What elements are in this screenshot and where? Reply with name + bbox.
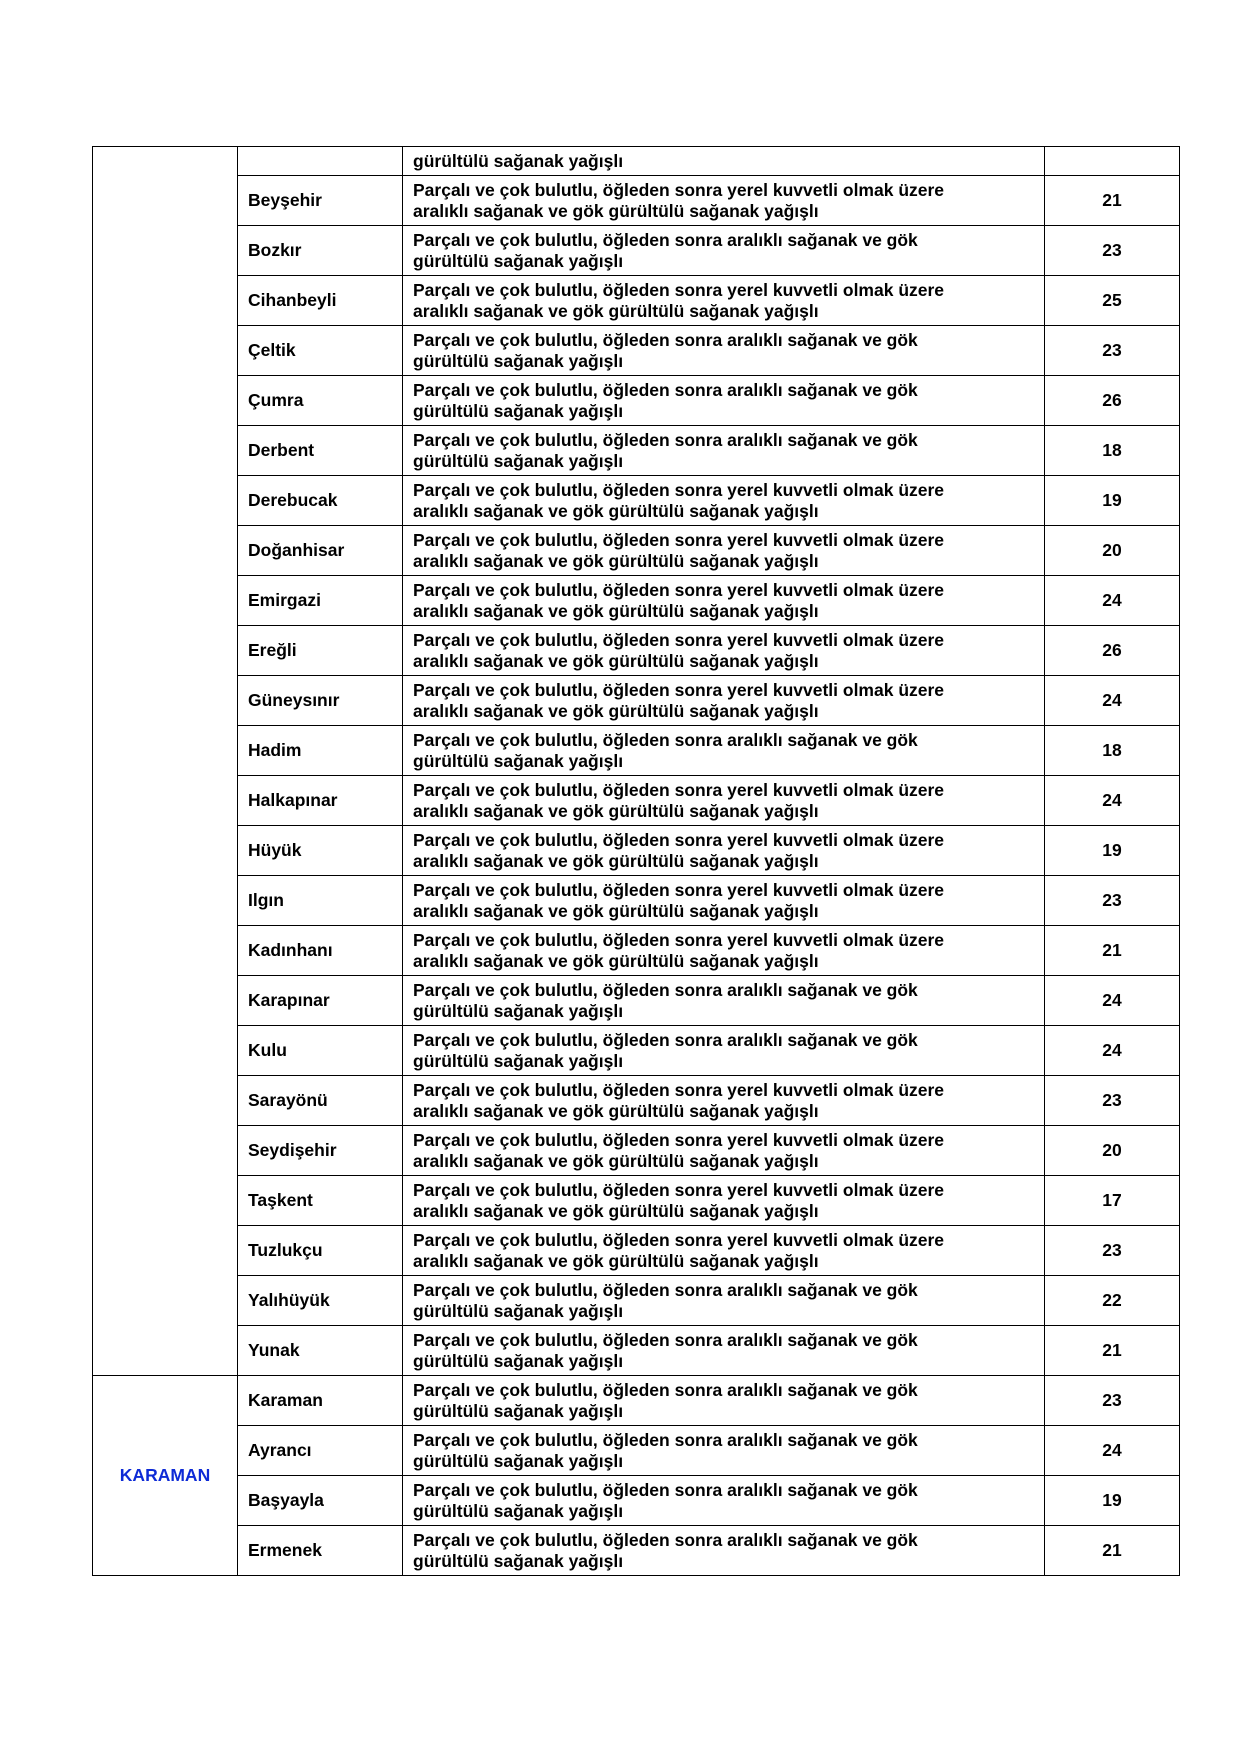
table-row	[93, 1226, 1180, 1276]
table-row	[93, 326, 1180, 376]
district-name: Tuzlukçu	[238, 1226, 403, 1276]
district-name: Ayrancı	[238, 1426, 403, 1476]
table-row	[93, 476, 1180, 526]
table-row	[93, 676, 1180, 726]
temperature-value: 19	[1045, 476, 1180, 526]
temperature-value: 21	[1045, 1326, 1180, 1376]
temperature-cell	[1045, 147, 1180, 176]
temperature-value: 23	[1045, 326, 1180, 376]
temperature-value: 24	[1045, 676, 1180, 726]
table-row	[93, 876, 1180, 926]
district-name: Sarayönü	[238, 1076, 403, 1126]
table-row	[93, 226, 1180, 276]
district-name: Doğanhisar	[238, 526, 403, 576]
forecast-description: Parçalı ve çok bulutlu, öğleden sonra aralıklı sağanak ve gök gürültülü sağanak yağışlı	[403, 726, 1045, 776]
district-name: Seydişehir	[238, 1126, 403, 1176]
temperature-value: 21	[1045, 926, 1180, 976]
forecast-description: Parçalı ve çok bulutlu, öğleden sonra aralıklı sağanak ve gök gürültülü sağanak yağışlı	[403, 226, 1045, 276]
forecast-description: Parçalı ve çok bulutlu, öğleden sonra yerel kuvvetli olmak üzere aralıklı sağanak ve gök gürültülü sağanak yağışlı	[403, 276, 1045, 326]
province-cell: KARAMAN	[93, 1376, 238, 1576]
temperature-value: 24	[1045, 976, 1180, 1026]
table-row	[93, 426, 1180, 476]
district-name: Derebucak	[238, 476, 403, 526]
district-name: Beyşehir	[238, 176, 403, 226]
district-name: Hüyük	[238, 826, 403, 876]
table-row	[93, 1076, 1180, 1126]
table-row	[93, 976, 1180, 1026]
forecast-description: Parçalı ve çok bulutlu, öğleden sonra yerel kuvvetli olmak üzere aralıklı sağanak ve gök gürültülü sağanak yağışlı	[403, 876, 1045, 926]
forecast-description: Parçalı ve çok bulutlu, öğleden sonra aralıklı sağanak ve gök gürültülü sağanak yağışlı	[403, 1376, 1045, 1426]
temperature-value: 23	[1045, 1376, 1180, 1426]
forecast-description: Parçalı ve çok bulutlu, öğleden sonra yerel kuvvetli olmak üzere aralıklı sağanak ve gök gürültülü sağanak yağışlı	[403, 576, 1045, 626]
temperature-value: 19	[1045, 1476, 1180, 1526]
table-row	[93, 147, 1180, 176]
district-name: Yalıhüyük	[238, 1276, 403, 1326]
table-row	[93, 726, 1180, 776]
district-name: Çeltik	[238, 326, 403, 376]
district-name: Kulu	[238, 1026, 403, 1076]
forecast-description: Parçalı ve çok bulutlu, öğleden sonra aralıklı sağanak ve gök gürültülü sağanak yağışlı	[403, 1026, 1045, 1076]
forecast-description: Parçalı ve çok bulutlu, öğleden sonra yerel kuvvetli olmak üzere aralıklı sağanak ve gök gürültülü sağanak yağışlı	[403, 776, 1045, 826]
temperature-value: 19	[1045, 826, 1180, 876]
temperature-value: 24	[1045, 1426, 1180, 1476]
district-cell	[238, 147, 403, 176]
district-name: Başyayla	[238, 1476, 403, 1526]
temperature-value: 23	[1045, 226, 1180, 276]
temperature-value: 24	[1045, 1026, 1180, 1076]
district-name: Ereğli	[238, 626, 403, 676]
table-row	[93, 1276, 1180, 1326]
district-name: Halkapınar	[238, 776, 403, 826]
temperature-value: 25	[1045, 276, 1180, 326]
forecast-description: Parçalı ve çok bulutlu, öğleden sonra aralıklı sağanak ve gök gürültülü sağanak yağışlı	[403, 1326, 1045, 1376]
forecast-description: Parçalı ve çok bulutlu, öğleden sonra aralıklı sağanak ve gök gürültülü sağanak yağışlı	[403, 976, 1045, 1026]
district-name: Çumra	[238, 376, 403, 426]
table-row	[93, 776, 1180, 826]
temperature-value: 18	[1045, 426, 1180, 476]
district-name: Karapınar	[238, 976, 403, 1026]
forecast-description: Parçalı ve çok bulutlu, öğleden sonra aralıklı sağanak ve gök gürültülü sağanak yağışlı	[403, 1526, 1045, 1576]
district-name: Karaman	[238, 1376, 403, 1426]
table-row	[93, 1376, 1180, 1426]
temperature-value: 22	[1045, 1276, 1180, 1326]
district-name: Derbent	[238, 426, 403, 476]
table-row	[93, 626, 1180, 676]
temperature-value: 24	[1045, 776, 1180, 826]
district-name: Güneysınır	[238, 676, 403, 726]
province-cell	[93, 147, 238, 1376]
district-name: Hadim	[238, 726, 403, 776]
forecast-description: gürültülü sağanak yağışlı	[403, 147, 1045, 176]
forecast-description: Parçalı ve çok bulutlu, öğleden sonra yerel kuvvetli olmak üzere aralıklı sağanak ve gök gürültülü sağanak yağışlı	[403, 1126, 1045, 1176]
forecast-description: Parçalı ve çok bulutlu, öğleden sonra aralıklı sağanak ve gök gürültülü sağanak yağışlı	[403, 1276, 1045, 1326]
temperature-value: 20	[1045, 1126, 1180, 1176]
temperature-value: 26	[1045, 626, 1180, 676]
district-name: Yunak	[238, 1326, 403, 1376]
district-name: Taşkent	[238, 1176, 403, 1226]
table-row	[93, 1326, 1180, 1376]
forecast-description: Parçalı ve çok bulutlu, öğleden sonra yerel kuvvetli olmak üzere aralıklı sağanak ve gök gürültülü sağanak yağışlı	[403, 626, 1045, 676]
forecast-table	[92, 146, 1180, 1576]
district-name: Kadınhanı	[238, 926, 403, 976]
forecast-description: Parçalı ve çok bulutlu, öğleden sonra aralıklı sağanak ve gök gürültülü sağanak yağışlı	[403, 426, 1045, 476]
temperature-value: 23	[1045, 876, 1180, 926]
temperature-value: 21	[1045, 1526, 1180, 1576]
forecast-description: Parçalı ve çok bulutlu, öğleden sonra yerel kuvvetli olmak üzere aralıklı sağanak ve gök gürültülü sağanak yağışlı	[403, 526, 1045, 576]
forecast-description: Parçalı ve çok bulutlu, öğleden sonra aralıklı sağanak ve gök gürültülü sağanak yağışlı	[403, 1476, 1045, 1526]
table-row	[93, 276, 1180, 326]
table-row	[93, 576, 1180, 626]
temperature-value: 23	[1045, 1076, 1180, 1126]
temperature-value: 17	[1045, 1176, 1180, 1226]
table-row	[93, 1526, 1180, 1576]
forecast-table-body	[93, 147, 1180, 1576]
forecast-description: Parçalı ve çok bulutlu, öğleden sonra aralıklı sağanak ve gök gürültülü sağanak yağışlı	[403, 326, 1045, 376]
table-row	[93, 176, 1180, 226]
forecast-description: Parçalı ve çok bulutlu, öğleden sonra yerel kuvvetli olmak üzere aralıklı sağanak ve gök gürültülü sağanak yağışlı	[403, 676, 1045, 726]
forecast-description: Parçalı ve çok bulutlu, öğleden sonra aralıklı sağanak ve gök gürültülü sağanak yağışlı	[403, 376, 1045, 426]
forecast-description: Parçalı ve çok bulutlu, öğleden sonra yerel kuvvetli olmak üzere aralıklı sağanak ve gök gürültülü sağanak yağışlı	[403, 476, 1045, 526]
temperature-value: 20	[1045, 526, 1180, 576]
table-row	[93, 1126, 1180, 1176]
district-name: Ilgın	[238, 876, 403, 926]
forecast-description: Parçalı ve çok bulutlu, öğleden sonra yerel kuvvetli olmak üzere aralıklı sağanak ve gök gürültülü sağanak yağışlı	[403, 1076, 1045, 1126]
temperature-value: 26	[1045, 376, 1180, 426]
forecast-description: Parçalı ve çok bulutlu, öğleden sonra yerel kuvvetli olmak üzere aralıklı sağanak ve gök gürültülü sağanak yağışlı	[403, 826, 1045, 876]
table-row	[93, 1476, 1180, 1526]
forecast-description: Parçalı ve çok bulutlu, öğleden sonra aralıklı sağanak ve gök gürültülü sağanak yağışlı	[403, 1426, 1045, 1476]
temperature-value: 21	[1045, 176, 1180, 226]
temperature-value: 23	[1045, 1226, 1180, 1276]
temperature-value: 24	[1045, 576, 1180, 626]
temperature-value: 18	[1045, 726, 1180, 776]
district-name: Bozkır	[238, 226, 403, 276]
district-name: Ermenek	[238, 1526, 403, 1576]
table-row	[93, 526, 1180, 576]
table-row	[93, 826, 1180, 876]
forecast-description: Parçalı ve çok bulutlu, öğleden sonra yerel kuvvetli olmak üzere aralıklı sağanak ve gök gürültülü sağanak yağışlı	[403, 176, 1045, 226]
forecast-description: Parçalı ve çok bulutlu, öğleden sonra yerel kuvvetli olmak üzere aralıklı sağanak ve gök gürültülü sağanak yağışlı	[403, 1176, 1045, 1226]
table-row	[93, 1176, 1180, 1226]
district-name: Cihanbeyli	[238, 276, 403, 326]
forecast-description: Parçalı ve çok bulutlu, öğleden sonra yerel kuvvetli olmak üzere aralıklı sağanak ve gök gürültülü sağanak yağışlı	[403, 926, 1045, 976]
table-row	[93, 376, 1180, 426]
forecast-description: Parçalı ve çok bulutlu, öğleden sonra yerel kuvvetli olmak üzere aralıklı sağanak ve gök gürültülü sağanak yağışlı	[403, 1226, 1045, 1276]
district-name: Emirgazi	[238, 576, 403, 626]
table-row	[93, 926, 1180, 976]
table-row	[93, 1426, 1180, 1476]
table-row	[93, 1026, 1180, 1076]
